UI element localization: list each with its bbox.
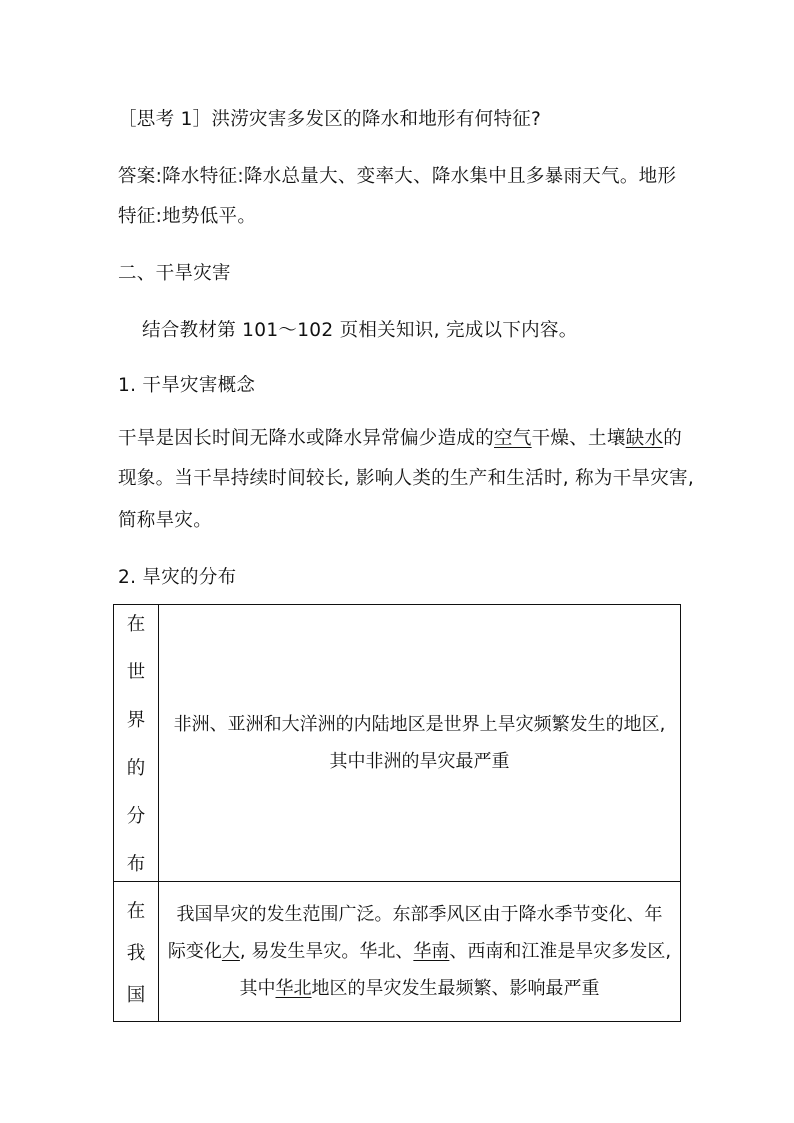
table-row-world xyxy=(114,605,681,882)
concept-line-2: 现象。当干旱持续时间较长, 影响人类的生产和生活时, 称为干旱灾害, xyxy=(118,468,695,489)
question-1: ［思考 1］洪涝灾害多发区的降水和地形有何特征? xyxy=(118,109,542,130)
blank-answer-north-china: 华北 xyxy=(275,978,312,999)
table-row-china xyxy=(114,882,681,1022)
blank-answer-air: 空气 xyxy=(494,428,532,449)
answer-line-1: 答案:降水特征:降水总量大、变率大、降水集中且多暴雨天气。地形 xyxy=(118,166,677,187)
subsection-1-title: 1. 干旱灾害概念 xyxy=(118,375,256,396)
subsection-2-title: 2. 旱灾的分布 xyxy=(118,567,237,588)
section-title-drought: 二、干旱灾害 xyxy=(118,263,231,284)
blank-answer-water: 缺水 xyxy=(625,428,664,449)
intro-text: 结合教材第 101～102 页相关知识, 完成以下内容。 xyxy=(142,320,578,341)
drought-distribution-table xyxy=(113,604,681,1022)
blank-answer-south-china: 华南 xyxy=(413,941,450,962)
row-content-world: 非洲、亚洲和大洋洲的内陆地区是世界上旱灾频繁发生的地区, 其中非洲的旱灾最严重 xyxy=(159,605,681,882)
answer-line-2: 特征:地势低平。 xyxy=(118,206,257,227)
row-header-world: 在 世 界 的 分 布 xyxy=(114,605,159,882)
blank-answer-large: 大 xyxy=(221,941,240,962)
concept-line-3: 简称旱灾。 xyxy=(118,510,213,531)
concept-line-1: 干旱是因长时间无降水或降水异常偏少造成的空气干燥、土壤缺水的 xyxy=(118,428,683,449)
row-content-china: 我国旱灾的发生范围广泛。东部季风区由于降水季节变化、年 际变化大, 易发生旱灾。华北、华南、西南和江淮是旱灾多发区, 其中华北地区的旱灾发生最频繁、影响最严重 xyxy=(159,882,681,1022)
row-header-china: 在 我 国 xyxy=(114,882,159,1022)
